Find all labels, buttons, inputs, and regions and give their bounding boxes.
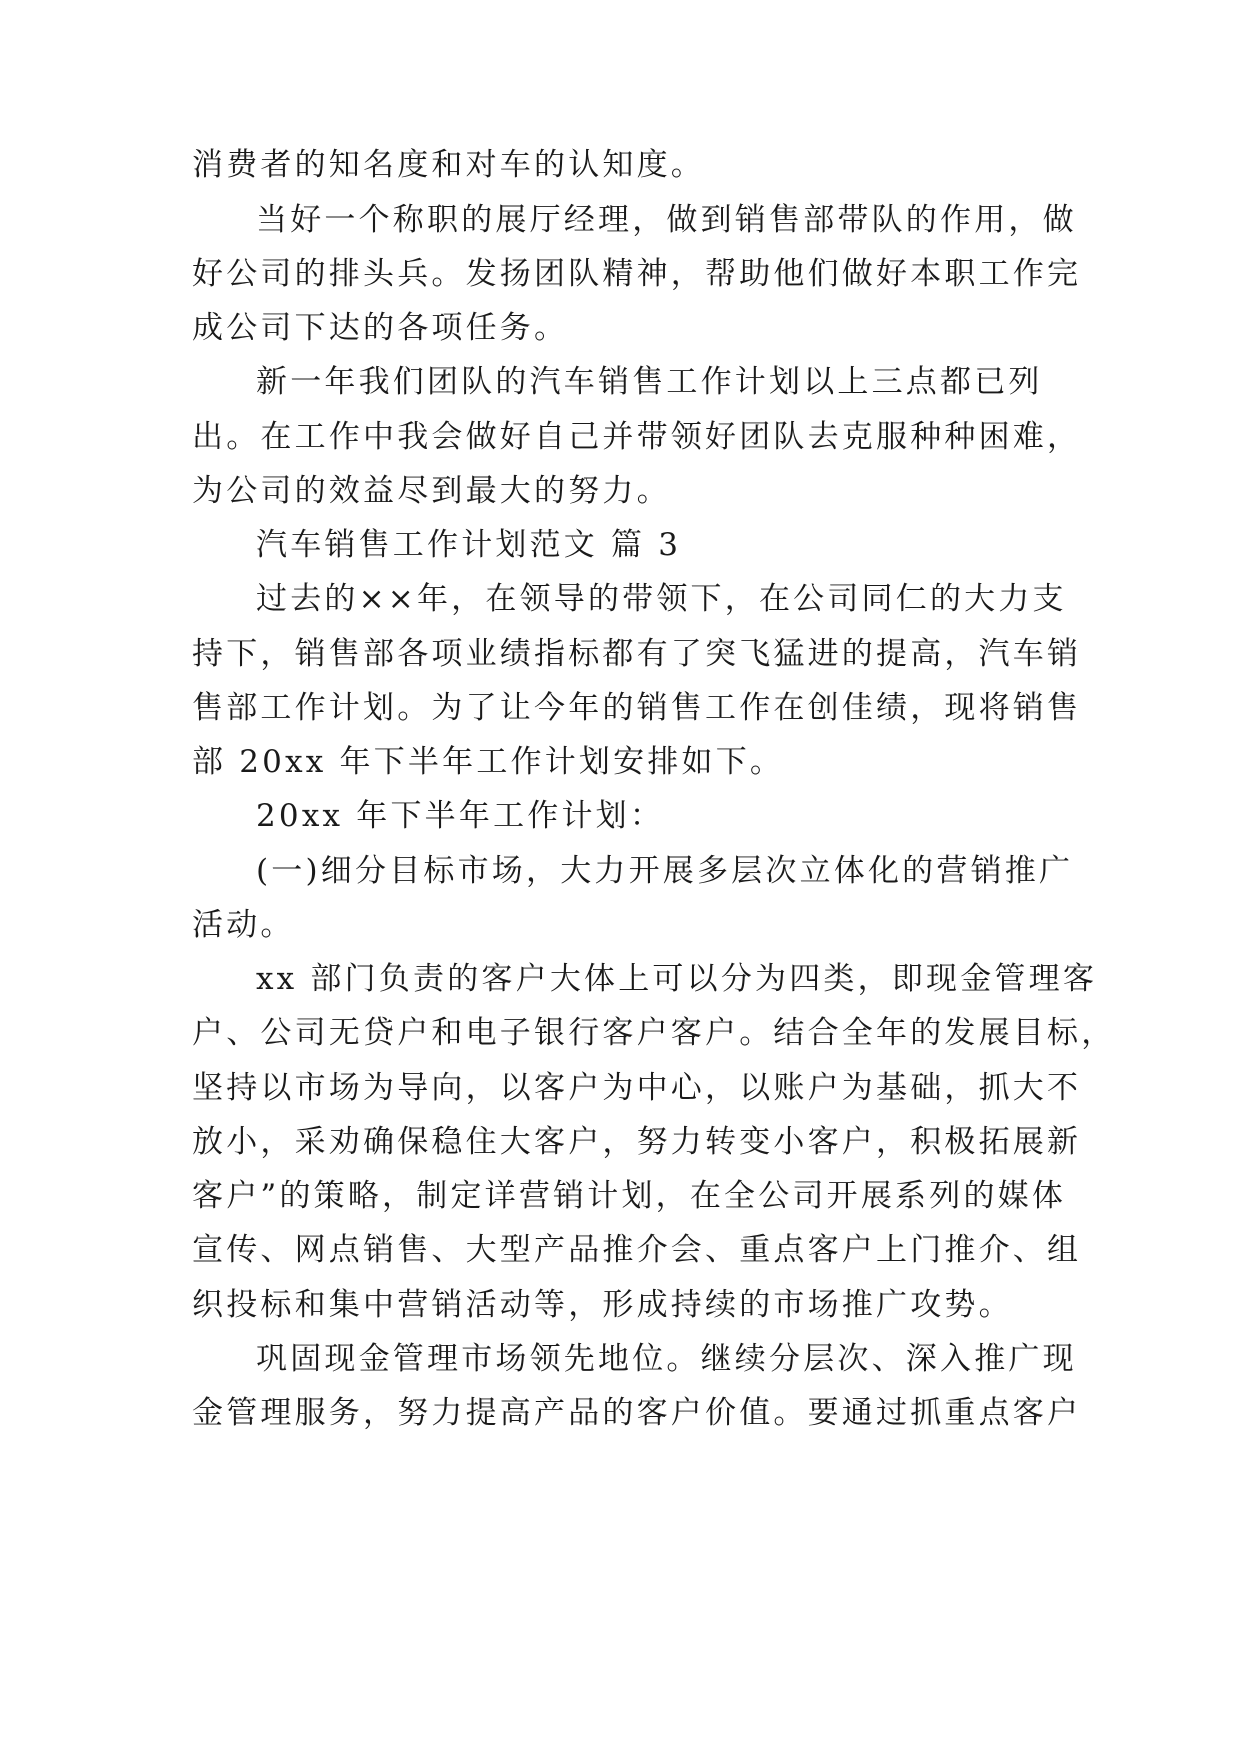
text-line: 为公司的效益尽到最大的努力。 [192, 473, 671, 509]
text-line: 持下，销售部各项业绩指标都有了突飞猛进的提高，汽车销 [192, 636, 1082, 672]
text-line: 售部工作计划。为了让今年的销售工作在创佳绩，现将销售 [192, 690, 1082, 726]
text-line: 活动。 [192, 907, 295, 943]
text-line: 成公司下达的各项任务。 [192, 310, 569, 346]
text-line: 织投标和集中营销活动等，形成持续的市场推广攻势。 [192, 1287, 1013, 1323]
text-line: 过去的××年，在领导的带领下，在公司同仁的大力支 [256, 581, 1067, 617]
text-line: 金管理服务，努力提高产品的客户价值。要通过抓重点客户 [192, 1395, 1082, 1431]
text-line: 消费者的知名度和对车的认知度。 [192, 147, 705, 183]
text-line: 坚持以市场为导向，以客户为中心，以账户为基础，抓大不 [192, 1070, 1082, 1106]
text-line: 当好一个称职的展厅经理，做到销售部带队的作用，做 [256, 202, 1077, 238]
text-line: 部 20xx 年下半年工作计划安排如下。 [192, 744, 785, 780]
text-line: 20xx 年下半年工作计划： [256, 798, 665, 834]
text-line: 巩固现金管理市场领先地位。继续分层次、深入推广现 [256, 1341, 1077, 1377]
text-line: 新一年我们团队的汽车销售工作计划以上三点都已列 [256, 364, 1043, 400]
text-line: (一)细分目标市场，大力开展多层次立体化的营销推广 [256, 853, 1074, 889]
text-line: 好公司的排头兵。发扬团队精神，帮助他们做好本职工作完 [192, 256, 1082, 292]
text-line: 宣传、网点销售、大型产品推介会、重点客户上门推介、组 [192, 1232, 1082, 1268]
text-line: 客户”的策略，制定详营销计划，在全公司开展系列的媒体 [192, 1178, 1067, 1214]
text-line: xx 部门负责的客户大体上可以分为四类，即现金管理客 [256, 961, 1098, 997]
text-line: 出。在工作中我会做好自己并带领好团队去克服种种困难， [192, 419, 1082, 455]
text-line: 户、公司无贷户和电子银行客户客户。结合全年的发展目标， [192, 1015, 1116, 1051]
section-heading: 汽车销售工作计划范文 篇 3 [256, 527, 682, 563]
text-line: 放小，采劝确保稳住大客户，努力转变小客户，积极拓展新 [192, 1124, 1082, 1160]
